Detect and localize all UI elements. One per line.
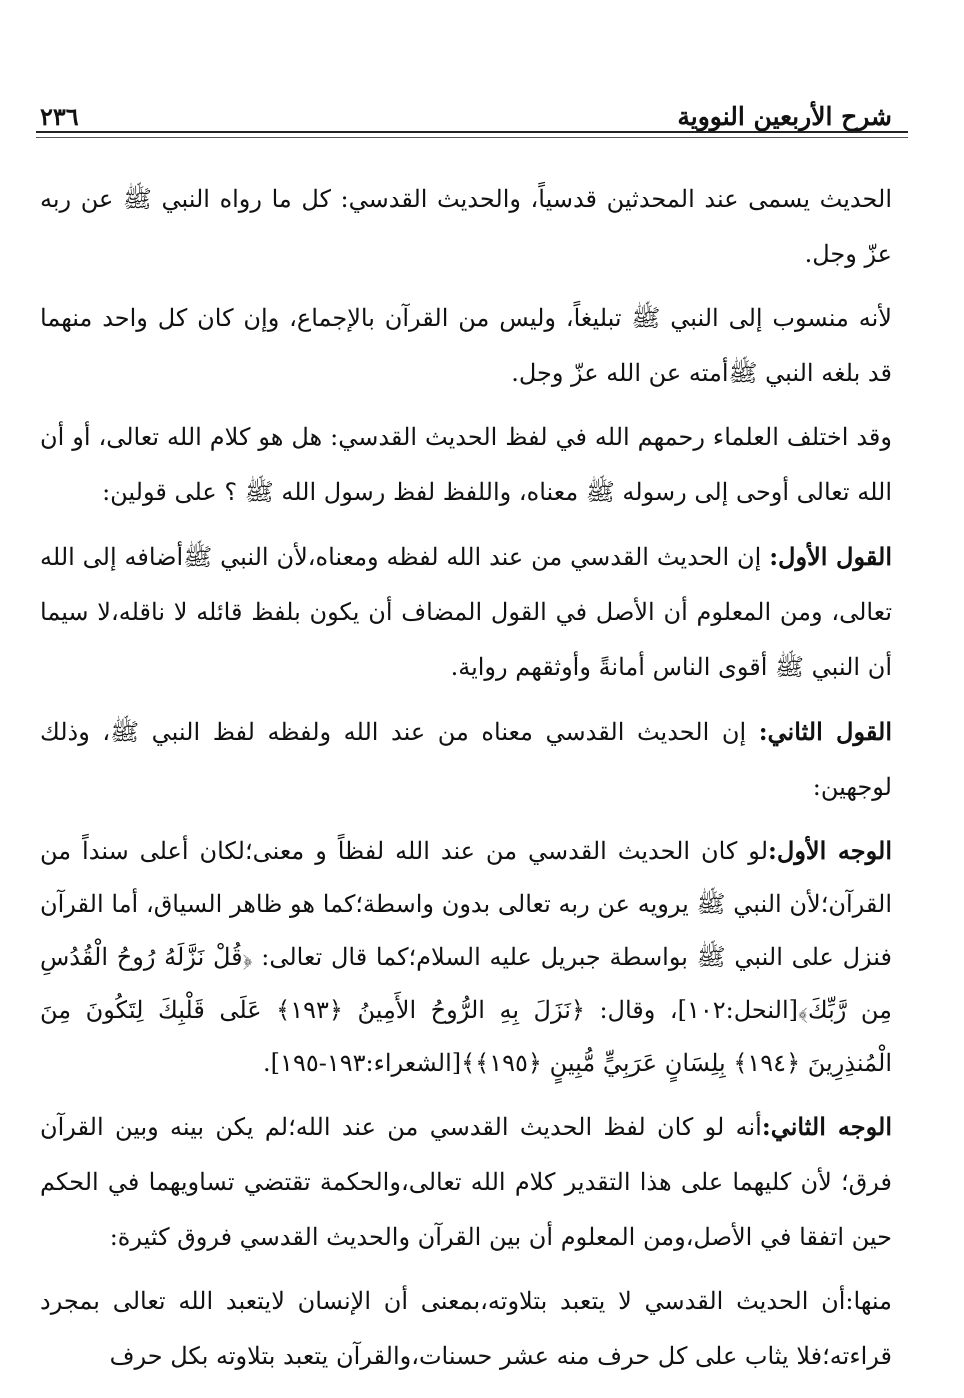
first-opinion-text: إن الحديث القدسي من عند الله لفظه ومعناه،لأن النبي ﷺأضافه إلى الله تعالى، ومن المعلوم أن الأصل في القول المضاف أن يكون بلفظ قائله لا ناقله،لا سيما أن النبي ﷺ أقوى الناس أمانةً وأوثقهم رواية. (40, 543, 892, 681)
differences-text: منها:أن الحديث القدسي لا يتعبد بتلاوته،بمعنى أن الإنسان لايتعبد الله تعالى بمجرد قراءته؛فلا يثاب على كل حرف منه عشر حسنات،والقرآن يتعبد بتلاوته بكل حرف (40, 1287, 892, 1370)
first-opinion-heading: القول الأول: (769, 542, 892, 571)
first-reason-text: لو كان الحديث القدسي من عند الله لفظاً و معنى؛لكان أعلى سنداً من القرآن؛لأن النبي ﷺ يرويه عن ربه تعالى بدون واسطة؛كما هو ظاهر السياق، أما القرآن فنزل على النبي ﷺ بواسطة جبريل عليه السلام؛كما قال تعالى: ﴿قُلْ نَزَّلَهُ رُوحُ الْقُدُسِ مِن رَّبِّكَ﴾[النحل:١٠٢]، وقال: ﴿نَزَلَ بِهِ الرُّوحُ الأَمِينُ ﴿١٩٣﴾ عَلَى قَلْبِكَ لِتَكُونَ مِنَ الْمُنذِرِينَ ﴿١٩٤﴾ بِلِسَانٍ عَرَبِيٍّ مُّبِينٍ ﴿١٩٥﴾﴾[الشعراء:١٩٣-١٩٥]. (40, 837, 892, 1077)
paragraph-differences (40, 1274, 892, 1384)
running-title: شرح الأربعين النووية (677, 102, 892, 131)
paragraph-first-opinion (40, 529, 892, 695)
second-opinion-heading: القول الثاني: (758, 717, 893, 746)
page-header (40, 88, 892, 132)
paragraph-second-reason (40, 1099, 892, 1265)
paragraph-2 (40, 291, 892, 401)
paragraph-2-text: لأنه منسوب إلى النبي ﷺ تبليغاً، وليس من القرآن بالإجماع، وإن كان كل واحد منهما قد بلغه النبي ﷺأمته عن الله عزّ وجل. (40, 304, 892, 387)
paragraph-3-text: وقد اختلف العلماء رحمهم الله في لفظ الحديث القدسي: هل هو كلام الله تعالى، أو أن الله تعالى أوحى إلى رسوله ﷺ معناه، واللفظ لفظ رسول الله ﷺ ؟ على قولين: (40, 423, 892, 506)
second-opinion-text: إن الحديث القدسي معناه من عند الله ولفظه لفظ النبي ﷺ، وذلك لوجهين: (40, 718, 892, 801)
header-rule (36, 131, 908, 138)
paragraph-1-text: الحديث يسمى عند المحدثين قدسياً، والحديث القدسي: كل ما رواه النبي ﷺ عن ربه عزّ وجل. (40, 185, 892, 268)
page-number: ٢٣٦ (40, 102, 79, 131)
paragraph-1 (40, 172, 892, 282)
second-reason-text: أنه لو كان لفظ الحديث القدسي من عند الله؛لم يكن بينه وبين القرآن فرق؛ لأن كليهما على هذا التقدير كلام الله تعالى،والحكمة تقتضي تساويهما في الحكم حين اتفقا في الأصل،ومن المعلوم أن بين القرآن والحديث القدسي فروق كثيرة: (40, 1113, 892, 1251)
second-reason-heading: الوجه الثاني: (761, 1112, 893, 1141)
first-reason-heading: الوجه الأول: (768, 836, 892, 865)
paragraph-3 (40, 410, 892, 520)
body-text (40, 172, 892, 1393)
paragraph-first-reason (40, 824, 892, 1090)
paragraph-second-opinion (40, 704, 892, 815)
